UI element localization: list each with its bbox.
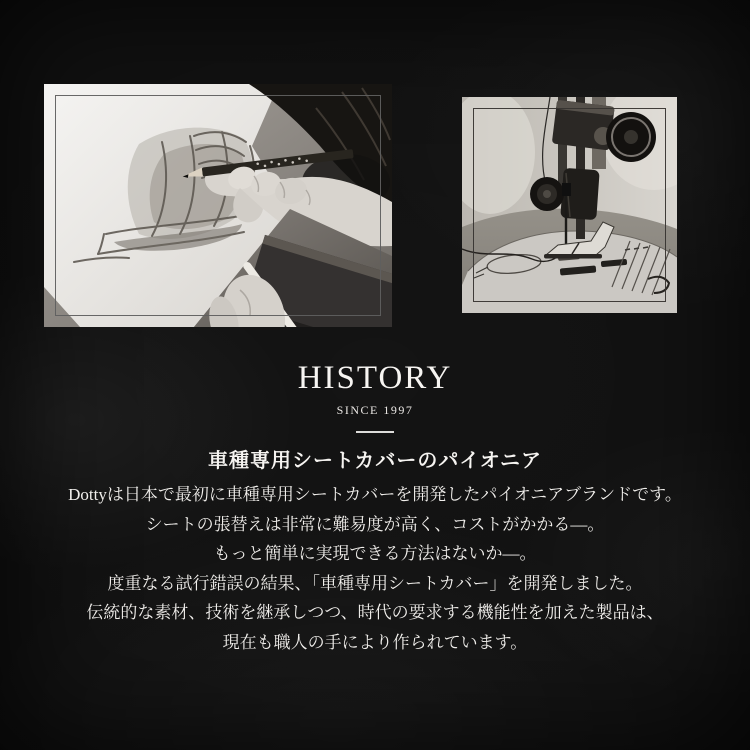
history-heading-jp: 車種専用シートカバーのパイオニア [208, 450, 542, 472]
sewing-machine-photo [462, 97, 677, 313]
paragraph-line: もっと簡単に実現できる方法はないか—。 [213, 544, 537, 563]
paragraph-line: 伝統的な素材、技術を継承しつつ、時代の要求する機能性を加えた製品は、 [86, 603, 664, 622]
history-title: HISTORY [297, 360, 453, 396]
paragraph-line: Dottyは日本で最初に車種専用シートカバーを開発したパイオニアブランドです。 [68, 485, 682, 504]
paragraph-line: シートの張替えは非常に難易度が高く、コストがかかる—。 [145, 514, 605, 534]
history-subtitle: SINCE 1997 [336, 403, 414, 417]
divider-line [356, 431, 394, 433]
history-paragraph [0, 480, 750, 657]
paragraph-line: 現在も職人の手により作られています。 [222, 632, 528, 652]
history-heading-block [0, 362, 750, 473]
paragraph-line: 度重なる試行錯誤の結果、「車種専用シートカバー」を開発しました。 [107, 573, 643, 593]
sewing-machine-illustration [462, 97, 677, 313]
sketching-photo [44, 84, 392, 327]
sketching-photo-illustration [44, 84, 392, 327]
